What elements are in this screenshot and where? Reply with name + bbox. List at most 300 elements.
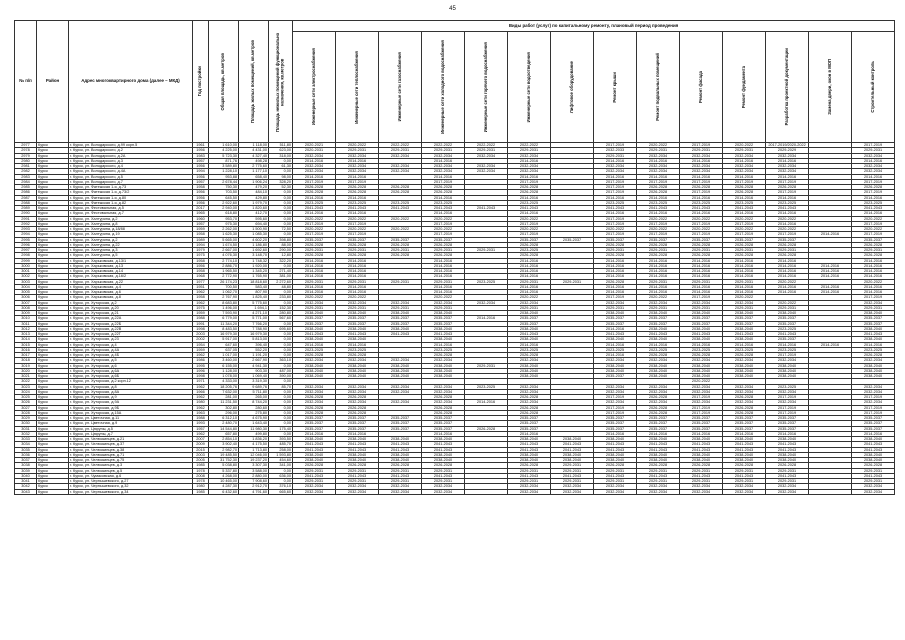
table-cell: Курск <box>37 400 69 405</box>
table-cell: 750,30 <box>209 185 239 190</box>
table-cell: 2020-2022 <box>637 143 680 148</box>
table-cell: г. Курск, ул. Харьковская, д.14 <box>69 269 193 274</box>
table-cell: 2035-2037 <box>594 374 637 379</box>
table-cell: 11 344,20 <box>209 321 239 326</box>
table-cell: г. Курск, ул. Фатежская 1-я, д.73 <box>69 185 193 190</box>
table-cell: 2035-2037 <box>508 421 551 426</box>
table-cell: 2026-2028 <box>723 463 766 468</box>
table-cell: 2032-2034 <box>336 169 379 174</box>
table-cell: 7 788,90 <box>239 326 269 331</box>
table-cell: 1 017,00 <box>209 353 239 358</box>
table-cell: 2032-2034 <box>723 169 766 174</box>
table-cell: 1960 <box>193 216 209 221</box>
table-cell: 2038-2040 <box>594 337 637 342</box>
table-cell: 175,40 <box>269 426 293 431</box>
table-cell: 2035-2037 <box>508 316 551 321</box>
table-cell: 2020-2022 <box>680 379 723 384</box>
table-cell: 2035-2037 <box>508 426 551 431</box>
table-cell: 2014-2016 <box>723 269 766 274</box>
table-cell: 2020-2022 <box>723 143 766 148</box>
table-cell: 2020-2022 <box>379 216 422 221</box>
table-cell: 2014-2016 <box>293 431 336 436</box>
table-cell: 3012 <box>15 326 37 331</box>
table-cell: 2023-2025 <box>508 347 551 352</box>
table-cell: 3037 <box>15 458 37 463</box>
table-cell: 3026 <box>15 400 37 405</box>
table-cell: г. Курск, ул. Цюрупы, д.7 <box>69 431 193 436</box>
table-cell: 2014-2016 <box>422 284 465 289</box>
table-cell: 2029-2031 <box>336 279 379 284</box>
table-cell: 1 593,80 <box>269 452 293 457</box>
table-cell: 2020-2022 <box>766 216 809 221</box>
table-cell: 0,00 <box>269 337 293 342</box>
table-cell: 2 678,44 <box>209 179 239 184</box>
table-cell: 2020-2021 <box>293 143 336 148</box>
table-cell: 2038-2040 <box>379 374 422 379</box>
table-cell: 2032-2034 <box>422 169 465 174</box>
table-cell: 3021 <box>15 374 37 379</box>
table-cell: 2995 <box>15 237 37 242</box>
table-cell: 0,00 <box>269 405 293 410</box>
table-cell: 2032-2034 <box>723 484 766 489</box>
table-cell: 583,40 <box>239 284 269 289</box>
table-cell: 2017-2019/2020-2022 <box>766 143 809 148</box>
table-cell: 0,00 <box>269 379 293 384</box>
table-cell: 2020-2022 <box>680 227 723 232</box>
table-cell: 2026-2028 <box>293 185 336 190</box>
table-cell: 2017-2019 <box>680 232 723 237</box>
table-cell: 2029-2031 <box>336 479 379 484</box>
table-cell: 2014-2016 <box>336 158 379 163</box>
table-cell: 2014-2016 <box>766 269 809 274</box>
table-cell: 2014-2016 <box>723 284 766 289</box>
table-cell: 2041-2043 <box>852 332 895 337</box>
table-cell: 2035-2037 <box>852 237 895 242</box>
table-cell: 2014-2016 <box>336 258 379 263</box>
table-cell: 2014-2016 <box>680 263 723 268</box>
table-cell: 2032-2034 <box>508 484 551 489</box>
table-cell: 2032-2034 <box>508 153 551 158</box>
table-cell: 3 589,80 <box>209 164 239 169</box>
table-cell: 0,00 <box>269 416 293 421</box>
table-cell: 12 046,00 <box>239 452 269 457</box>
table-cell: 2035-2037 <box>336 421 379 426</box>
table-cell: 2041-2043 <box>766 332 809 337</box>
table-cell: 2032-2034 <box>508 400 551 405</box>
table-cell: 2014-2016 <box>637 195 680 200</box>
table-cell: 290,00 <box>269 248 293 253</box>
table-cell: 2017-2019 <box>723 221 766 226</box>
table-cell: 2999 <box>15 258 37 263</box>
table-cell: 2020-2022 <box>680 216 723 221</box>
table-cell: Курск <box>37 216 69 221</box>
table-cell: г. Курск, ул. Хуторская, д.5 <box>69 358 193 363</box>
table-cell: 2038-2040 <box>637 374 680 379</box>
table-cell: 2026-2028 <box>852 463 895 468</box>
table-cell: 2014-2016 <box>723 258 766 263</box>
table-cell: Курск <box>37 410 69 415</box>
table-cell: Курск <box>37 463 69 468</box>
table-cell: 2017-2019 <box>637 179 680 184</box>
table-cell: 2041-2043 <box>422 206 465 211</box>
table-cell: 2041-2043 <box>336 206 379 211</box>
table-cell: 2029-2031 <box>723 279 766 284</box>
table-cell: г. Курск, ул. Харьковская, д.4 <box>69 284 193 289</box>
table-cell: 2032-2034 <box>508 384 551 389</box>
table-cell: 6 779,00 <box>209 316 239 321</box>
table-cell: 2038-2040 <box>379 452 422 457</box>
table-cell: 2017-2019 <box>336 179 379 184</box>
table-cell: 2038-2040 <box>766 437 809 442</box>
table-cell: 2032-2034 <box>680 169 723 174</box>
table-cell: 2014-2016 <box>508 195 551 200</box>
table-cell: 2 480,70 <box>209 421 239 426</box>
table-cell: 2014-2016 <box>293 263 336 268</box>
table-cell: г. Курск, ул. Харьковская, д.13 <box>69 263 193 268</box>
table-cell: 2026-2028 <box>637 253 680 258</box>
table-cell: 2014-2016 <box>766 211 809 216</box>
table-cell: 2990 <box>15 211 37 216</box>
table-cell: 2014-2016 <box>594 195 637 200</box>
table-cell: 2026-2028 <box>293 353 336 358</box>
table-cell: 2014-2016 <box>637 269 680 274</box>
table-cell: 2014-2016 <box>852 284 895 289</box>
table-cell: Курск <box>37 379 69 384</box>
table-cell: 2038-2040 <box>336 458 379 463</box>
table-cell: 2038-2040 <box>422 374 465 379</box>
table-cell: 1 177,10 <box>239 169 269 174</box>
table-cell: 2032-2034 <box>680 358 723 363</box>
table-cell: 2032-2033 <box>594 148 637 153</box>
table-cell: Курск <box>37 321 69 326</box>
table-cell: 318,00 <box>269 153 293 158</box>
table-cell: 2014-2016 <box>637 284 680 289</box>
table-cell: 280,80 <box>269 311 293 316</box>
table-cell: 2014-2016 <box>680 284 723 289</box>
table-cell: 2041-2043 <box>680 442 723 447</box>
table-cell: 0,00 <box>269 431 293 436</box>
table-cell: 2032-2034 <box>336 300 379 305</box>
table-cell: 2041-2043 <box>379 332 422 337</box>
table-cell: 2992 <box>15 221 37 226</box>
table-cell: г. Курск, ул. Челюскинцев, д.5 <box>69 468 193 473</box>
table-cell: 2032-2034 <box>852 484 895 489</box>
table-cell: 2017-2019 <box>336 232 379 237</box>
table-cell: 2032-2034 <box>852 389 895 394</box>
table-cell: 1958 <box>193 232 209 237</box>
table-cell: 2014-2016 <box>422 290 465 295</box>
table-cell: 1971 <box>193 379 209 384</box>
table-cell: 2029-2031 <box>293 248 336 253</box>
table-cell: 2026-2028 <box>336 405 379 410</box>
table-cell: 2026-2028 <box>723 395 766 400</box>
table-cell: 2041-2043 <box>336 442 379 447</box>
table-cell: 2020-2022 <box>422 295 465 300</box>
table-cell: 2032-2034 <box>379 489 422 494</box>
table-cell: 5 813,00 <box>239 337 269 342</box>
table-cell: 2029-2031 <box>594 305 637 310</box>
table-cell: 2032-2034 <box>594 164 637 169</box>
table-cell: 2035-2037 <box>422 426 465 431</box>
table-cell: 5 665,00 <box>209 237 239 242</box>
table-cell: г. Курск, ул. Харьковская, д.6 <box>69 290 193 295</box>
table-cell: 2029-2031 <box>852 305 895 310</box>
table-cell: 2020-2022 <box>293 295 336 300</box>
table-cell: 7 908,60 <box>239 479 269 484</box>
table-cell: 1 965,50 <box>209 269 239 274</box>
table-cell: 2023-2025 <box>766 326 809 331</box>
table-cell: г. Курск, ул. Цюрупы, д.5 <box>69 426 193 431</box>
table-cell: 2032-2034 <box>465 300 508 305</box>
table-cell: 2035-2037 <box>852 321 895 326</box>
table-cell: 0,00 <box>269 363 293 368</box>
table-cell: 1956 <box>193 263 209 268</box>
table-cell: Курск <box>37 479 69 484</box>
table-cell: 2032-2034 <box>680 300 723 305</box>
table-cell: 2041-2043 <box>723 442 766 447</box>
table-cell: 2041-2043 <box>766 473 809 478</box>
table-cell: 2035-2037 <box>551 237 594 242</box>
table-cell: 2026-2028 <box>637 353 680 358</box>
table-cell: 2041-2043 <box>723 473 766 478</box>
table-cell: 1 078,00 <box>209 374 239 379</box>
table-cell: 0,00 <box>269 195 293 200</box>
table-cell: 2032-2034 <box>422 489 465 494</box>
table-cell: 2020-2022 <box>422 216 465 221</box>
table-cell: 3 307,30 <box>239 463 269 468</box>
table-cell: 0,00 <box>269 190 293 195</box>
table-cell: 72,50 <box>269 227 293 232</box>
table-cell: 665,60 <box>269 489 293 494</box>
table-cell: 2035-2037 <box>422 321 465 326</box>
table-cell: г. Курск, ул. Володарского, д.5 <box>69 174 193 179</box>
table-cell: Курск <box>37 489 69 494</box>
table-cell: 2026-2028 <box>723 253 766 258</box>
table-cell: 2007 <box>193 437 209 442</box>
table-cell: 2038-2040 <box>852 363 895 368</box>
table-cell: 2029-2031 <box>422 479 465 484</box>
table-cell: 0,00 <box>269 395 293 400</box>
table-cell: 2029-2031 <box>293 479 336 484</box>
table-cell: Курск <box>37 263 69 268</box>
table-cell: 3 902,40 <box>209 442 239 447</box>
table-cell: 2038-2040 <box>637 368 680 373</box>
table-cell: 0,00 <box>269 342 293 347</box>
table-cell: 2014-2016 <box>336 195 379 200</box>
table-cell: 2015 <box>193 447 209 452</box>
table-cell: Курск <box>37 426 69 431</box>
table-cell: г. Курск, ул. Володарского, д.99 корп.5 <box>69 143 193 148</box>
table-cell: 2017-2019 <box>594 232 637 237</box>
table-cell: 2 886,70 <box>209 263 239 268</box>
table-cell: 2026-2028 <box>293 190 336 195</box>
table-cell: 2041-2043 <box>766 447 809 452</box>
col-work-header: Инженерные сети холодного водоснабжения <box>422 32 465 143</box>
table-cell: 2017-2019 <box>422 232 465 237</box>
table-cell: 2032-2034 <box>379 384 422 389</box>
table-cell: 3 319,30 <box>239 379 269 384</box>
table-cell: 2032-2034 <box>723 300 766 305</box>
table-cell: 2029-2031 <box>680 248 723 253</box>
table-cell: 2023-2025 <box>594 347 637 352</box>
table-cell: 2029-2031 <box>551 479 594 484</box>
table-cell: 2026-2028 <box>379 463 422 468</box>
table-cell: 2032-2034 <box>293 153 336 158</box>
table-cell: 2029-2031 <box>379 305 422 310</box>
table-cell: 2032-2034 <box>680 153 723 158</box>
table-cell: 2020-2022 <box>422 227 465 232</box>
table-cell: 2026-2028 <box>723 410 766 415</box>
table-cell: 953,70 <box>209 216 239 221</box>
table-cell: 2032-2034 <box>508 389 551 394</box>
table-cell: 2026-2028 <box>293 463 336 468</box>
table-cell: 2032-2034 <box>766 164 809 169</box>
table-cell: 2986 <box>15 190 37 195</box>
table-cell: 1962 <box>193 290 209 295</box>
table-cell: 2032-2034 <box>508 164 551 169</box>
table-cell: 2023-2025 <box>766 347 809 352</box>
table-cell: 4 271,10 <box>239 311 269 316</box>
table-row <box>15 489 895 494</box>
table-cell: 695,60 <box>269 326 293 331</box>
table-cell: 2032-2034 <box>766 400 809 405</box>
table-cell: 2032-2034 <box>723 489 766 494</box>
table-cell: 2038-2040 <box>422 337 465 342</box>
table-cell: 1985 <box>193 463 209 468</box>
table-cell: Курск <box>37 274 69 279</box>
table-cell: 1 820,60 <box>239 206 269 211</box>
table-cell: Курск <box>37 311 69 316</box>
table-cell: 3003 <box>15 279 37 284</box>
table-cell: 2029-2031 <box>852 468 895 473</box>
table-cell: 2014-2016 <box>508 158 551 163</box>
table-cell: 328,20 <box>269 179 293 184</box>
table-cell: 2981 <box>15 164 37 169</box>
table-cell: Курск <box>37 195 69 200</box>
table-cell: Курск <box>37 395 69 400</box>
table-cell: 2014-2016 <box>293 290 336 295</box>
table-cell: 61,30 <box>269 164 293 169</box>
table-cell: 2038-2040 <box>680 363 723 368</box>
table-cell: 2023-2025 <box>680 347 723 352</box>
table-cell: 2041-2043 <box>637 442 680 447</box>
table-cell: г. Курск, ул. Халтурина, д.2 <box>69 237 193 242</box>
table-cell: 2032-2034 <box>680 164 723 169</box>
table-cell: Курск <box>37 337 69 342</box>
table-cell: Курск <box>37 416 69 421</box>
table-cell: 2026-2028 <box>637 185 680 190</box>
table-cell: 2 775,60 <box>239 164 269 169</box>
table-cell <box>809 489 852 494</box>
table-cell: 2041-2043 <box>293 447 336 452</box>
table-cell: 1 748,32 <box>239 258 269 263</box>
table-cell: 2032-2034 <box>852 300 895 305</box>
table-cell: Курск <box>37 358 69 363</box>
table-cell: 2017-2019 <box>594 395 637 400</box>
table-cell: 1958 <box>193 258 209 263</box>
table-cell: 429,80 <box>239 195 269 200</box>
table-cell: 1995 <box>193 363 209 368</box>
table-cell: г. Курск, ул. Володарского, д.3 <box>69 158 193 163</box>
table-cell: 2035-2037 <box>766 416 809 421</box>
table-cell: 2035-2037 <box>680 237 723 242</box>
page-number: 45 <box>449 6 456 12</box>
table-cell: 1958 <box>193 269 209 274</box>
table-cell: 2017-2019 <box>594 405 637 410</box>
table-cell: 2041-2043 <box>594 442 637 447</box>
table-cell: г. Курск, ул. Чернышевского, д.34 <box>69 489 193 494</box>
table-cell: 2038-2040 <box>723 337 766 342</box>
table-cell: 2023-2025 <box>680 200 723 205</box>
table-cell: 2038-2040 <box>852 326 895 331</box>
table-cell: 2023-2025 <box>508 200 551 205</box>
table-cell: 2014-2016 <box>852 263 895 268</box>
table-cell: 2017-2019 <box>293 232 336 237</box>
table-cell: 2014-2016 <box>508 274 551 279</box>
table-cell: 2038-2040 <box>594 363 637 368</box>
table-cell: г. Курск, ул. Харьковская, д.16/2 <box>69 274 193 279</box>
table-cell: 2997 <box>15 248 37 253</box>
table-cell: 657,80 <box>209 431 239 436</box>
table-cell: 2032-2034 <box>680 489 723 494</box>
table-cell: 10 465,00 <box>209 479 239 484</box>
table-cell: 7 593,90 <box>209 311 239 316</box>
table-cell: 3035 <box>15 447 37 452</box>
table-cell: 2020-2022 <box>379 227 422 232</box>
table-cell: 2041-2043 <box>551 473 594 478</box>
table-cell: 6 432,60 <box>209 489 239 494</box>
table-cell: 2029-2031 <box>680 468 723 473</box>
table-cell: 2038-2040 <box>336 311 379 316</box>
table-cell: 3024 <box>15 389 37 394</box>
table-cell: Курск <box>37 405 69 410</box>
table-cell: 2026-2028 <box>508 395 551 400</box>
table-cell: 2014-2016 <box>594 274 637 279</box>
table-cell: 2032-2034 <box>293 389 336 394</box>
table-cell: 2041-2043 <box>293 442 336 447</box>
table-cell: 2029-2031 <box>508 148 551 153</box>
table-cell: 2014-2016 <box>594 284 637 289</box>
table-cell: 280,60 <box>239 405 269 410</box>
table-cell: 2038-2040 <box>508 368 551 373</box>
table-cell: 3017 <box>15 353 37 358</box>
table-cell: 2014-2016 <box>766 274 809 279</box>
table-cell: 19 485,50 <box>209 452 239 457</box>
table-cell: 567,60 <box>269 316 293 321</box>
table-cell: 2035-2037 <box>379 416 422 421</box>
table-cell: 2014-2016 <box>680 158 723 163</box>
table-cell: 2032-2034 <box>637 384 680 389</box>
table-cell: 2038-2040 <box>723 363 766 368</box>
table-cell: 1 713,80 <box>239 447 269 452</box>
table-cell: 2017-2019 <box>852 395 895 400</box>
table-cell: 7 766,20 <box>239 321 269 326</box>
table-cell: 3005 <box>15 290 37 295</box>
table-cell: 2041-2043 <box>637 447 680 452</box>
table-cell: 281,00 <box>209 395 239 400</box>
table-cell: 2014-2016 <box>293 258 336 263</box>
table-cell: 2041-2043 <box>594 332 637 337</box>
table-cell: 700,50 <box>209 284 239 289</box>
table-cell: 1 979,70 <box>239 200 269 205</box>
table-cell: 1957 <box>193 158 209 163</box>
table-cell: Курск <box>37 190 69 195</box>
table-cell: г. Курск, ул. Челюскинцев, д.37 <box>69 442 193 447</box>
table-cell: 2026-2028 <box>594 463 637 468</box>
table-cell: г. Курск, ул. Халтурина, д.22 <box>69 242 193 247</box>
table-cell: 2017-2019 <box>422 179 465 184</box>
table-cell: 2023-2025 <box>723 200 766 205</box>
